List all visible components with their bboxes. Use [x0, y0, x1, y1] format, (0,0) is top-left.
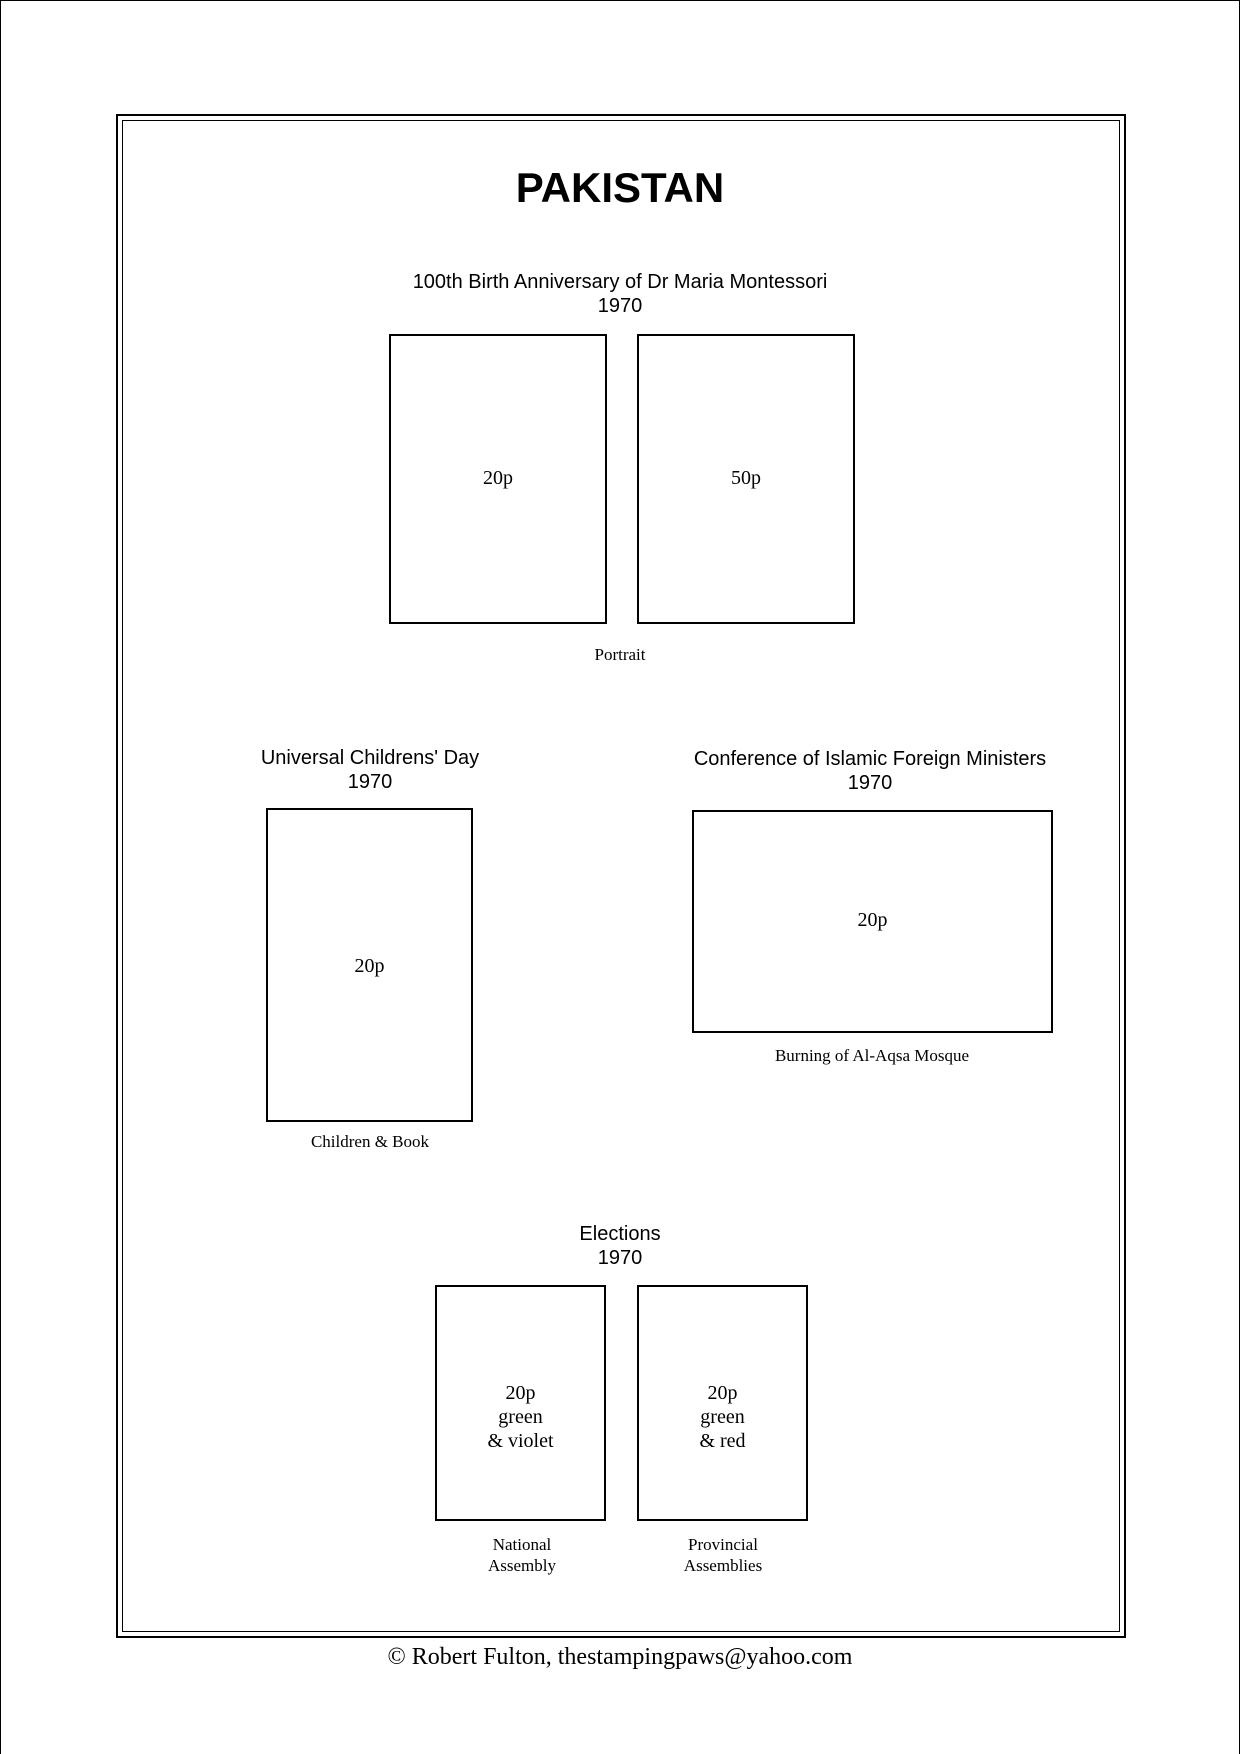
- set-heading-montessori: [320, 270, 920, 318]
- stamp-box-islamic-conference-20p: [692, 810, 1053, 1033]
- stamp-value: 20p: [483, 467, 513, 489]
- set-name: 100th Birth Anniversary of Dr Maria Montessori: [412, 271, 828, 293]
- stamp-value-block: [437, 1381, 604, 1453]
- caption-line: Provincial: [688, 1535, 758, 1554]
- stamp-value: 20p: [505, 1382, 536, 1404]
- set-heading-childrens-day: [200, 746, 540, 794]
- stamp-box-elections-provincial: [637, 1285, 808, 1521]
- caption-line: National: [492, 1535, 552, 1554]
- page-title: PAKISTAN: [515, 164, 725, 211]
- stamp-value-block: [639, 1381, 806, 1453]
- stamp-box-montessori-20p: [389, 334, 607, 624]
- set-year: 1970: [847, 772, 893, 794]
- set-heading-islamic-conference: [620, 747, 1120, 795]
- stamp-caption-childrens-day: Children & Book: [310, 1132, 430, 1151]
- set-year: 1970: [597, 295, 643, 317]
- set-name: Conference of Islamic Foreign Ministers: [693, 748, 1047, 770]
- stamp-value: 20p: [857, 909, 888, 931]
- stamp-value: 20p: [707, 1382, 738, 1404]
- stamp-color: & red: [699, 1430, 746, 1452]
- stamp-caption-islamic-conference: Burning of Al-Aqsa Mosque: [774, 1046, 970, 1065]
- stamp-box-montessori-50p: [637, 334, 855, 624]
- set-year: 1970: [597, 1247, 643, 1269]
- copyright-footer: © Robert Fulton, thestampingpaws@yahoo.com: [387, 1644, 853, 1670]
- stamp-color: green: [498, 1406, 543, 1428]
- stamp-box-childrens-day-20p: [266, 808, 473, 1122]
- stamp-value: 50p: [731, 467, 761, 489]
- set-name: Universal Childrens' Day: [260, 747, 480, 769]
- set-name: Elections: [579, 1223, 661, 1245]
- caption-line: Assembly: [488, 1556, 556, 1575]
- stamp-caption-elections-provincial: [633, 1534, 813, 1576]
- caption-line: Assemblies: [683, 1556, 763, 1575]
- stamp-value: 20p: [354, 955, 385, 977]
- stamp-color: green: [700, 1406, 745, 1428]
- stamp-box-elections-national: [435, 1285, 606, 1521]
- set-heading-elections: [520, 1222, 720, 1270]
- set-year: 1970: [347, 771, 393, 793]
- stamp-color: & violet: [487, 1430, 554, 1452]
- stamp-caption-montessori: Portrait: [594, 645, 646, 664]
- stamp-caption-elections-national: [432, 1534, 612, 1576]
